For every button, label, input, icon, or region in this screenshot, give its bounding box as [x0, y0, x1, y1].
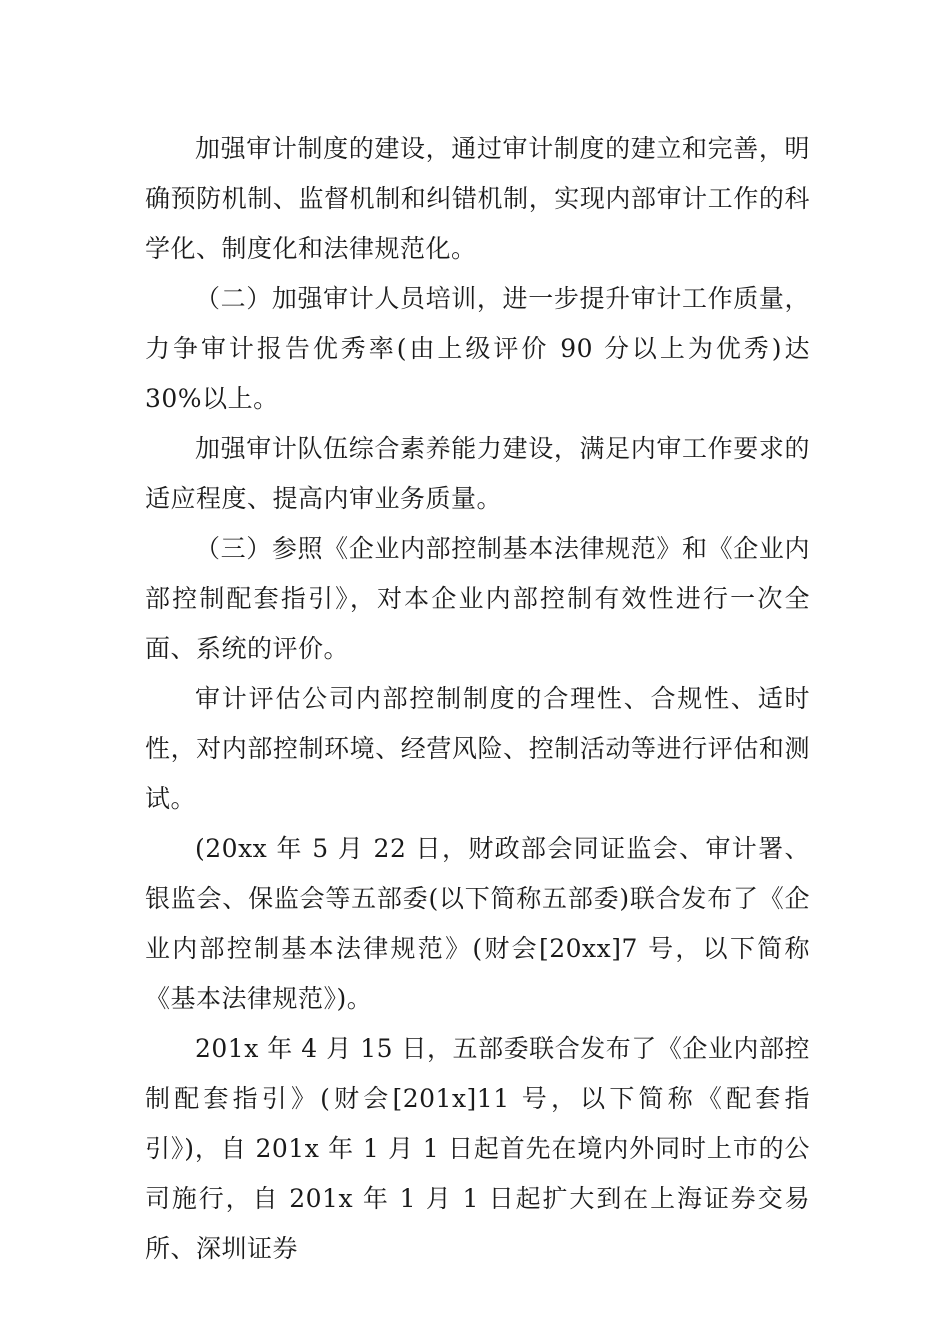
paragraph-team-building: 加强审计队伍综合素养能力建设，满足内审工作要求的适应程度、提高内审业务质量。	[145, 434, 810, 513]
document-body	[145, 124, 810, 1274]
paragraph-basic-norms: (20xx 年 5 月 22 日，财政部会同证监会、审计署、银监会、保监会等五部委(以下简称五部委)联合发布了《企业内部控制基本法律规范》(财会[20xx]7 号，以下简称《基本法律规范》)。	[145, 834, 810, 1013]
paragraph-section-three: （三）参照《企业内部控制基本法律规范》和《企业内部控制配套指引》，对本企业内部控制有效性进行一次全面、系统的评价。	[145, 534, 810, 663]
paragraph-guidelines: 201x 年 4 月 15 日，五部委联合发布了《企业内部控制配套指引》(财会[201x]11 号，以下简称《配套指引》)，自 201x 年 1 月 1 日起首先在境内外同时上市的公司施行，自 201x 年 1 月 1 日起扩大到在上海证券交易所、深圳证券	[145, 1034, 810, 1263]
paragraph-audit-system: 加强审计制度的建设，通过审计制度的建立和完善，明确预防机制、监督机制和纠错机制，实现内部审计工作的科学化、制度化和法律规范化。	[145, 134, 810, 263]
paragraph-evaluation: 审计评估公司内部控制制度的合理性、合规性、适时性，对内部控制环境、经营风险、控制活动等进行评估和测试。	[145, 684, 810, 813]
paragraph-section-two: （二）加强审计人员培训，进一步提升审计工作质量，力争审计报告优秀率(由上级评价 90 分以上为优秀)达 30%以上。	[145, 284, 810, 413]
